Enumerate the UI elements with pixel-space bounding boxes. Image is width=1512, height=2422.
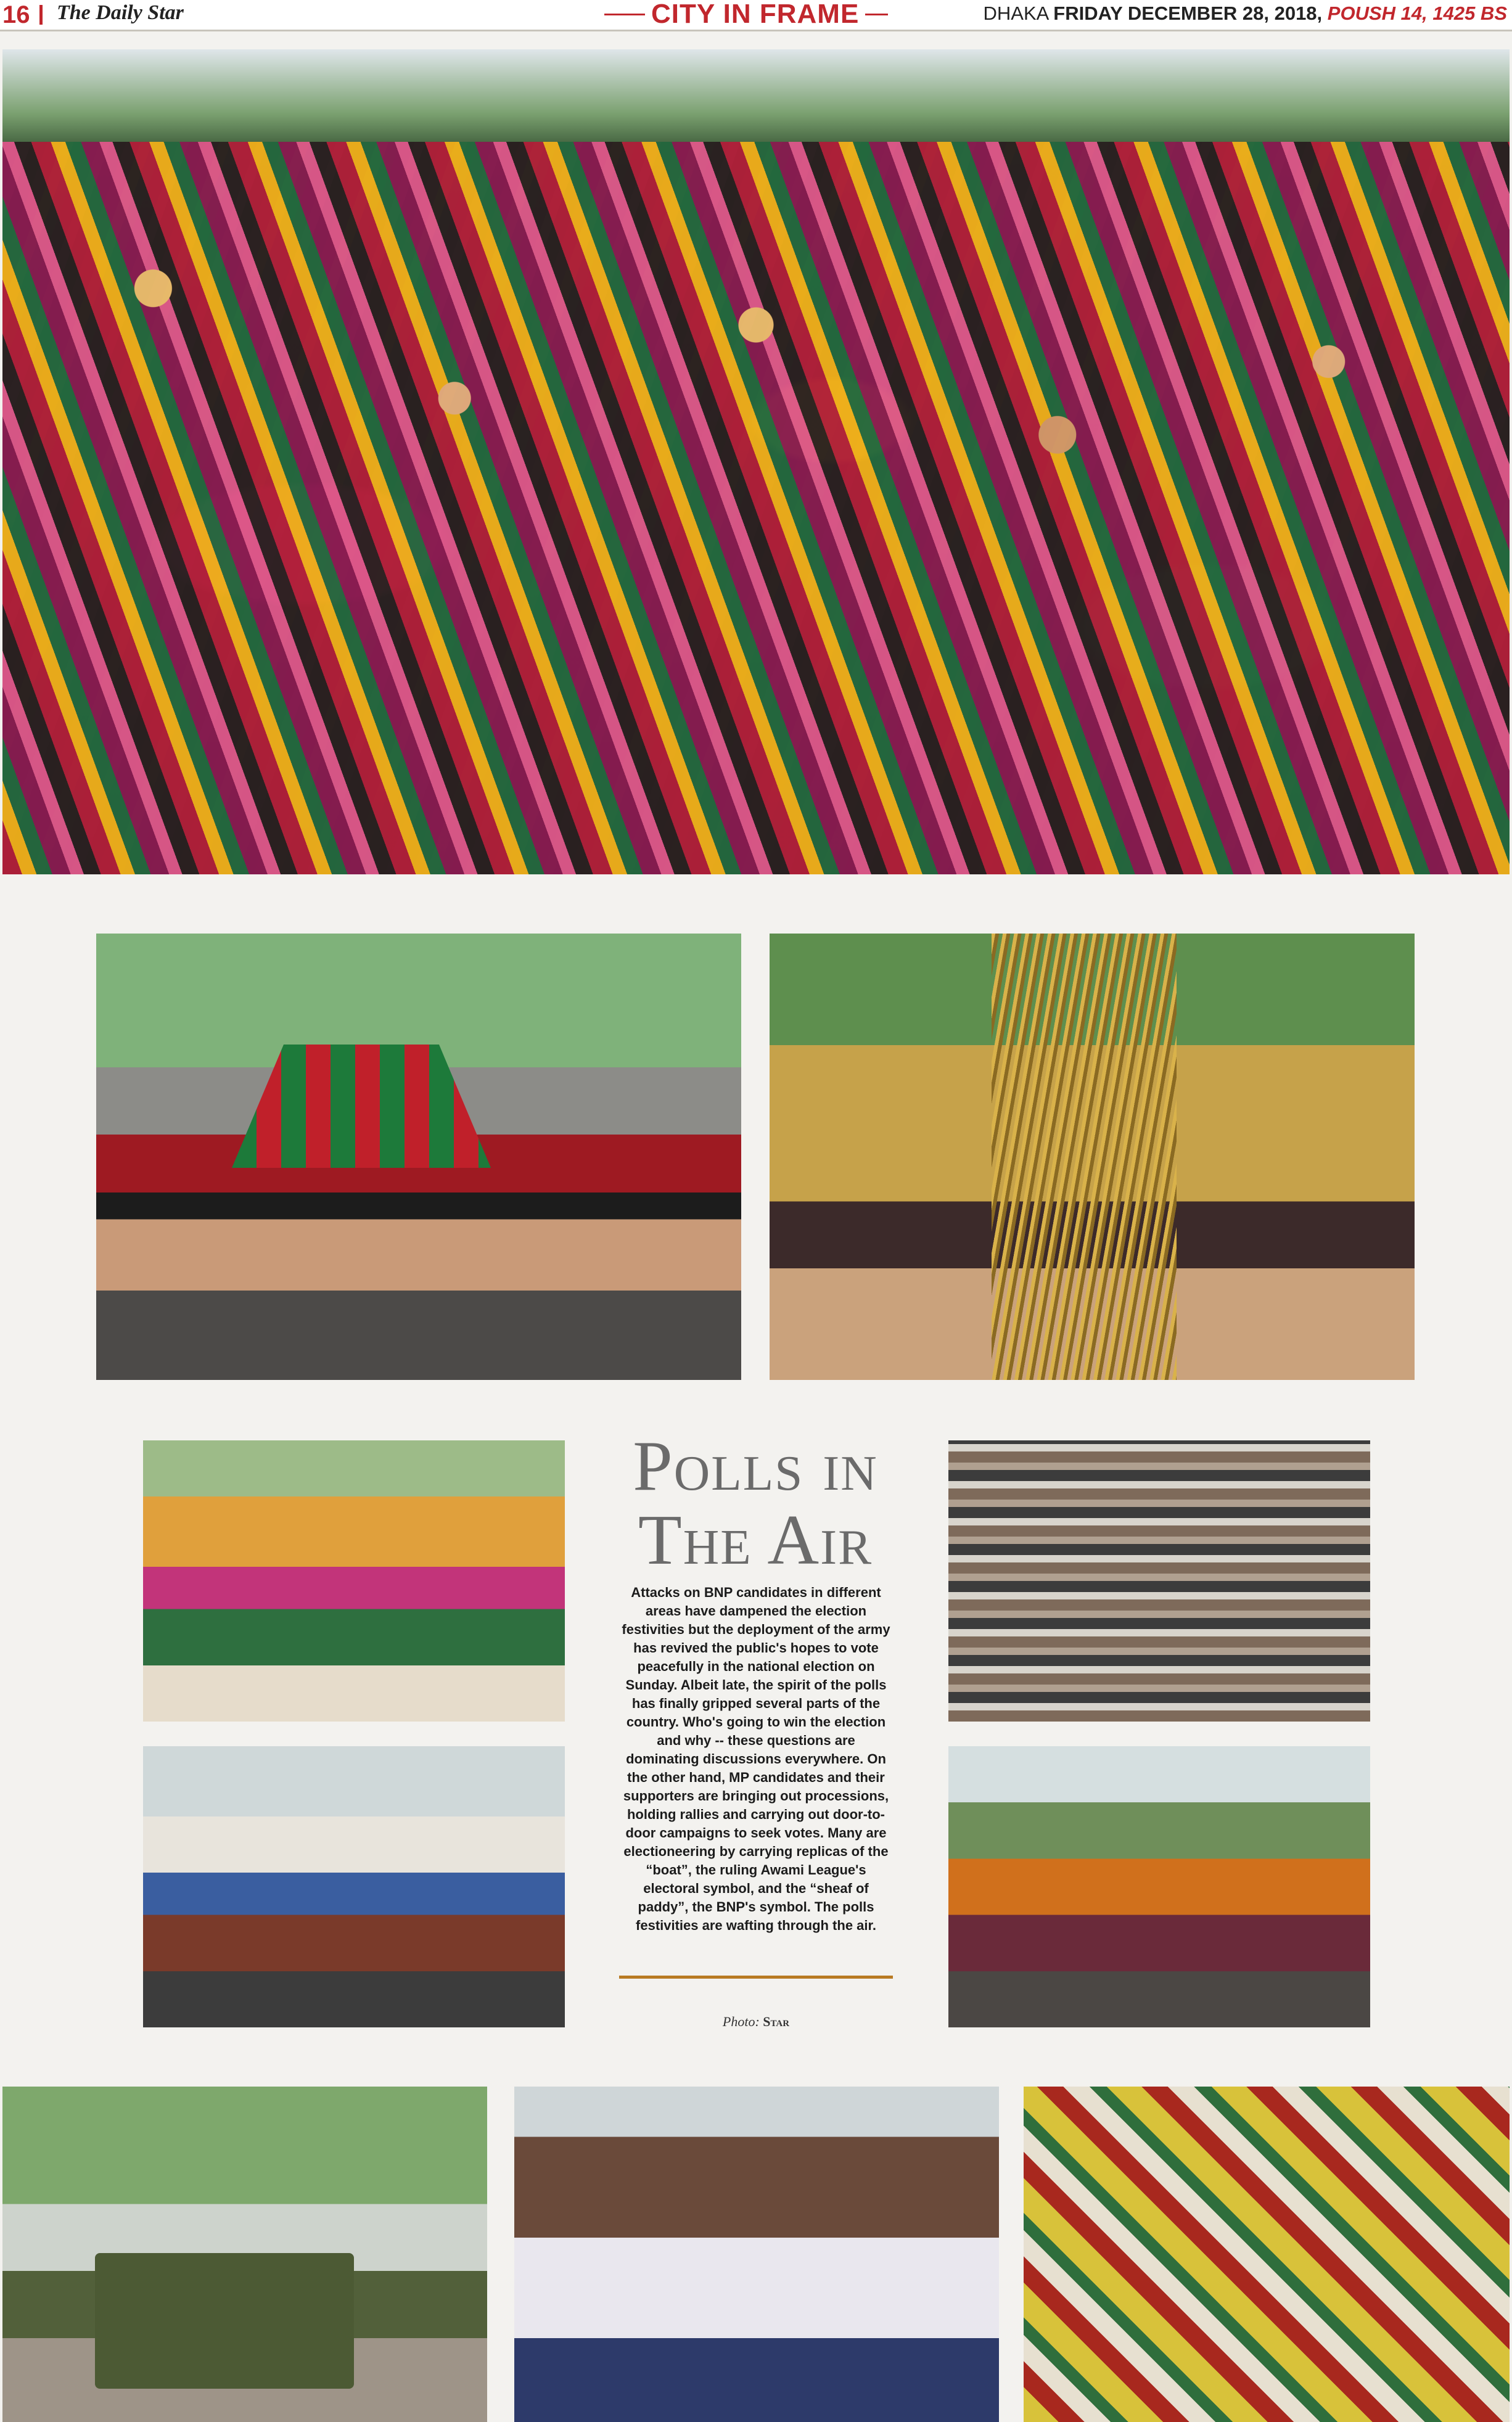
- army-truck-patrol-photo: [2, 2087, 487, 2422]
- dateline-bs-date: POUSH 14, 1425 BS: [1327, 2, 1507, 24]
- campaign-rickshaws-loudspeakers-photo: [1024, 2087, 1510, 2422]
- women-campaigners-photo: [143, 1440, 565, 1722]
- story-body: Attacks on BNP candidates in different areas have dampened the election festivities but the deployment of the army has revived the public's hopes to vote peacefully in the national election on Sunday. Albeit late, the spirit of the polls has finally gripped several parts of the country. Who's going to win the election and why -- these questions are dominating discussions everywhere. On the other hand, MP candidates and their supporters are bringing out processions, holding rallies and carrying out door-to-door campaigns to seek votes. Many are electioneering by carrying replicas of the “boat”, the ruling Awami League's electoral symbol, and the “sheaf of paddy”, the BNP's symbol. The polls festivities are wafting through the air.: [622, 1585, 890, 1933]
- sheaf-of-paddy: [992, 934, 1177, 1380]
- page-number: 16: [2, 1, 30, 28]
- sheaf-of-paddy-rally-photo: [770, 934, 1415, 1380]
- dateline: [984, 2, 1507, 25]
- hero-crowd-photo: [2, 49, 1510, 874]
- boat-replica-procession-photo: [96, 934, 741, 1380]
- section-title: CITY IN FRAME: [645, 0, 865, 28]
- photo-credit-label: Photo:: [722, 2014, 760, 2029]
- photo-credit: [619, 2014, 893, 2030]
- street-posters-traffic-photo: [948, 1440, 1370, 1722]
- masthead-logo: The Daily Star: [57, 1, 184, 24]
- door-to-door-campaign-photo: [143, 1746, 565, 2027]
- headline-line-2: The Air: [638, 1501, 873, 1580]
- women-procession-photo: [948, 1746, 1370, 2027]
- dateline-date: FRIDAY DECEMBER 28, 2018,: [1053, 2, 1323, 24]
- marching-band-procession-photo: [514, 2087, 999, 2422]
- headline-line-1: Polls in: [633, 1427, 878, 1506]
- boat-replica: [232, 1045, 491, 1168]
- photo-crowd: [2, 142, 1510, 874]
- story-headline: [598, 1427, 913, 1580]
- photo-background-trees: [2, 49, 1510, 142]
- dateline-city: DHAKA: [983, 2, 1048, 24]
- page-number-divider: [39, 5, 43, 25]
- photo-credit-source: Star: [763, 2014, 790, 2029]
- story-end-rule: [619, 1976, 893, 1979]
- army-truck: [95, 2253, 354, 2389]
- page-header: [0, 0, 1512, 31]
